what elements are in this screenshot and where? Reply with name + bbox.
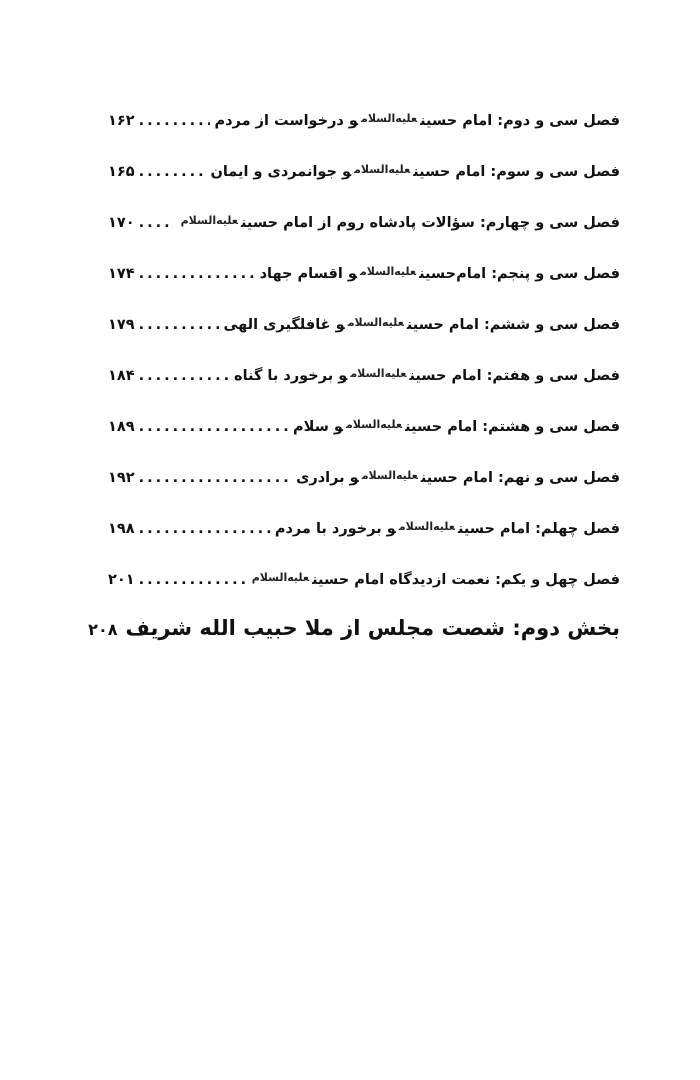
toc-entry-title-text: فصل سی و هفتم: امام حسین — [409, 368, 620, 384]
dot-leader — [139, 164, 207, 180]
toc-entry-chapter-32 — [108, 112, 620, 163]
toc-entry-title-text: فصل سی و هشتم: امام حسین — [405, 419, 620, 435]
toc-entry-title-text: فصل سی و چهارم: سؤالات پادشاه روم از امام حسین — [241, 215, 620, 231]
honorific-ligature: علیه‌السلام — [350, 367, 407, 380]
toc-entry-title-text: فصل سی و نهم: امام حسین — [420, 470, 620, 486]
honorific-ligature: علیه‌السلام — [180, 214, 238, 227]
toc-entry-chapter-40 — [108, 520, 620, 571]
toc-entry-page-number: ۱۷۰ — [108, 215, 135, 231]
toc-entry-page-number: ۱۷۴ — [108, 266, 135, 282]
toc-entry-page-number: ۱۸۹ — [108, 419, 135, 435]
toc-section-title: بخش دوم: شصت مجلس از ملا حبیب الله شریف — [125, 616, 620, 640]
toc-entry-title-suffix: و برخورد با مردم — [274, 521, 396, 537]
dot-leader — [139, 470, 293, 486]
toc-entry-page-number: ۱۹۲ — [108, 470, 135, 486]
toc-entry-title-text: فصل سی و دوم: امام حسین — [420, 113, 620, 129]
honorific-ligature: علیه‌السلام — [361, 112, 418, 125]
toc-entry-title — [296, 469, 620, 486]
toc-entry-title — [293, 418, 620, 435]
toc-entry-title — [214, 112, 620, 129]
toc-section-heading — [88, 616, 620, 656]
toc-entry-title-text: فصل سی و ششم: امام حسین — [406, 317, 620, 333]
toc-entry-chapter-41 — [108, 571, 620, 622]
toc-section-page-number: ۲۰۸ — [88, 620, 118, 639]
dot-leader — [139, 266, 256, 282]
toc-entry-title-suffix: و جوانمردی و ایمان — [210, 164, 352, 180]
toc-entry-page-number: ۱۷۹ — [108, 317, 135, 333]
dot-leader — [139, 215, 174, 231]
dot-leader — [139, 368, 230, 384]
honorific-ligature: علیه‌السلام — [346, 418, 403, 431]
toc-entry-chapter-38 — [108, 418, 620, 469]
toc-entry-title — [210, 163, 620, 180]
toc-entry-chapter-39 — [108, 469, 620, 520]
toc-entry-title-suffix: و اقسام جهاد — [259, 266, 357, 282]
toc-entry-title-text: فصل چهل و یکم: نعمت ازدیدگاه امام حسین — [312, 572, 620, 588]
toc-entry-title-suffix: و برادری — [296, 470, 359, 486]
honorific-ligature: علیه‌السلام — [354, 163, 411, 176]
toc-entry-title-suffix: و درخواست از مردم — [214, 113, 359, 129]
toc-entry-title-suffix: و برخورد با گناه — [234, 368, 348, 384]
toc-entry-title-text: فصل سی و پنجم: امام‌حسین — [419, 266, 620, 282]
toc-entry-page-number: ۱۸۴ — [108, 368, 135, 384]
toc-entry-title — [223, 316, 620, 333]
toc-entry-title-suffix: و غافلگیری الهی — [223, 317, 345, 333]
toc-entry-page-number: ۱۶۵ — [108, 164, 135, 180]
toc-entry-title — [178, 214, 620, 231]
honorific-ligature: علیه‌السلام — [347, 316, 404, 329]
toc-entry-page-number: ۱۹۸ — [108, 521, 135, 537]
toc-entry-chapter-36 — [108, 316, 620, 367]
honorific-ligature: علیه‌السلام — [359, 265, 417, 278]
toc-entry-title — [249, 571, 620, 588]
toc-entry-page-number: ۱۶۲ — [108, 113, 135, 129]
table-of-contents — [88, 112, 620, 656]
toc-entry-chapter-33 — [108, 163, 620, 214]
toc-entry-title-suffix: و سلام — [292, 419, 343, 435]
dot-leader — [139, 521, 271, 537]
toc-entry-title — [260, 265, 620, 282]
toc-entry-chapter-34 — [108, 214, 620, 265]
dot-leader — [139, 572, 245, 588]
honorific-ligature: علیه‌السلام — [398, 520, 455, 533]
dot-leader — [139, 419, 289, 435]
toc-entry-title-text: فصل چهلم: امام حسین — [457, 521, 620, 537]
toc-entry-page-number: ۲۰۱ — [108, 572, 135, 588]
toc-entry-title-text: فصل سی و سوم: امام حسین — [413, 164, 620, 180]
toc-entry-chapter-35 — [108, 265, 620, 316]
dot-leader — [139, 113, 211, 129]
toc-entry-title — [234, 367, 620, 384]
honorific-ligature: علیه‌السلام — [251, 571, 310, 584]
dot-leader — [139, 317, 220, 333]
honorific-ligature: علیه‌السلام — [361, 469, 418, 482]
toc-entry-title — [275, 520, 620, 537]
toc-entry-chapter-37 — [108, 367, 620, 418]
